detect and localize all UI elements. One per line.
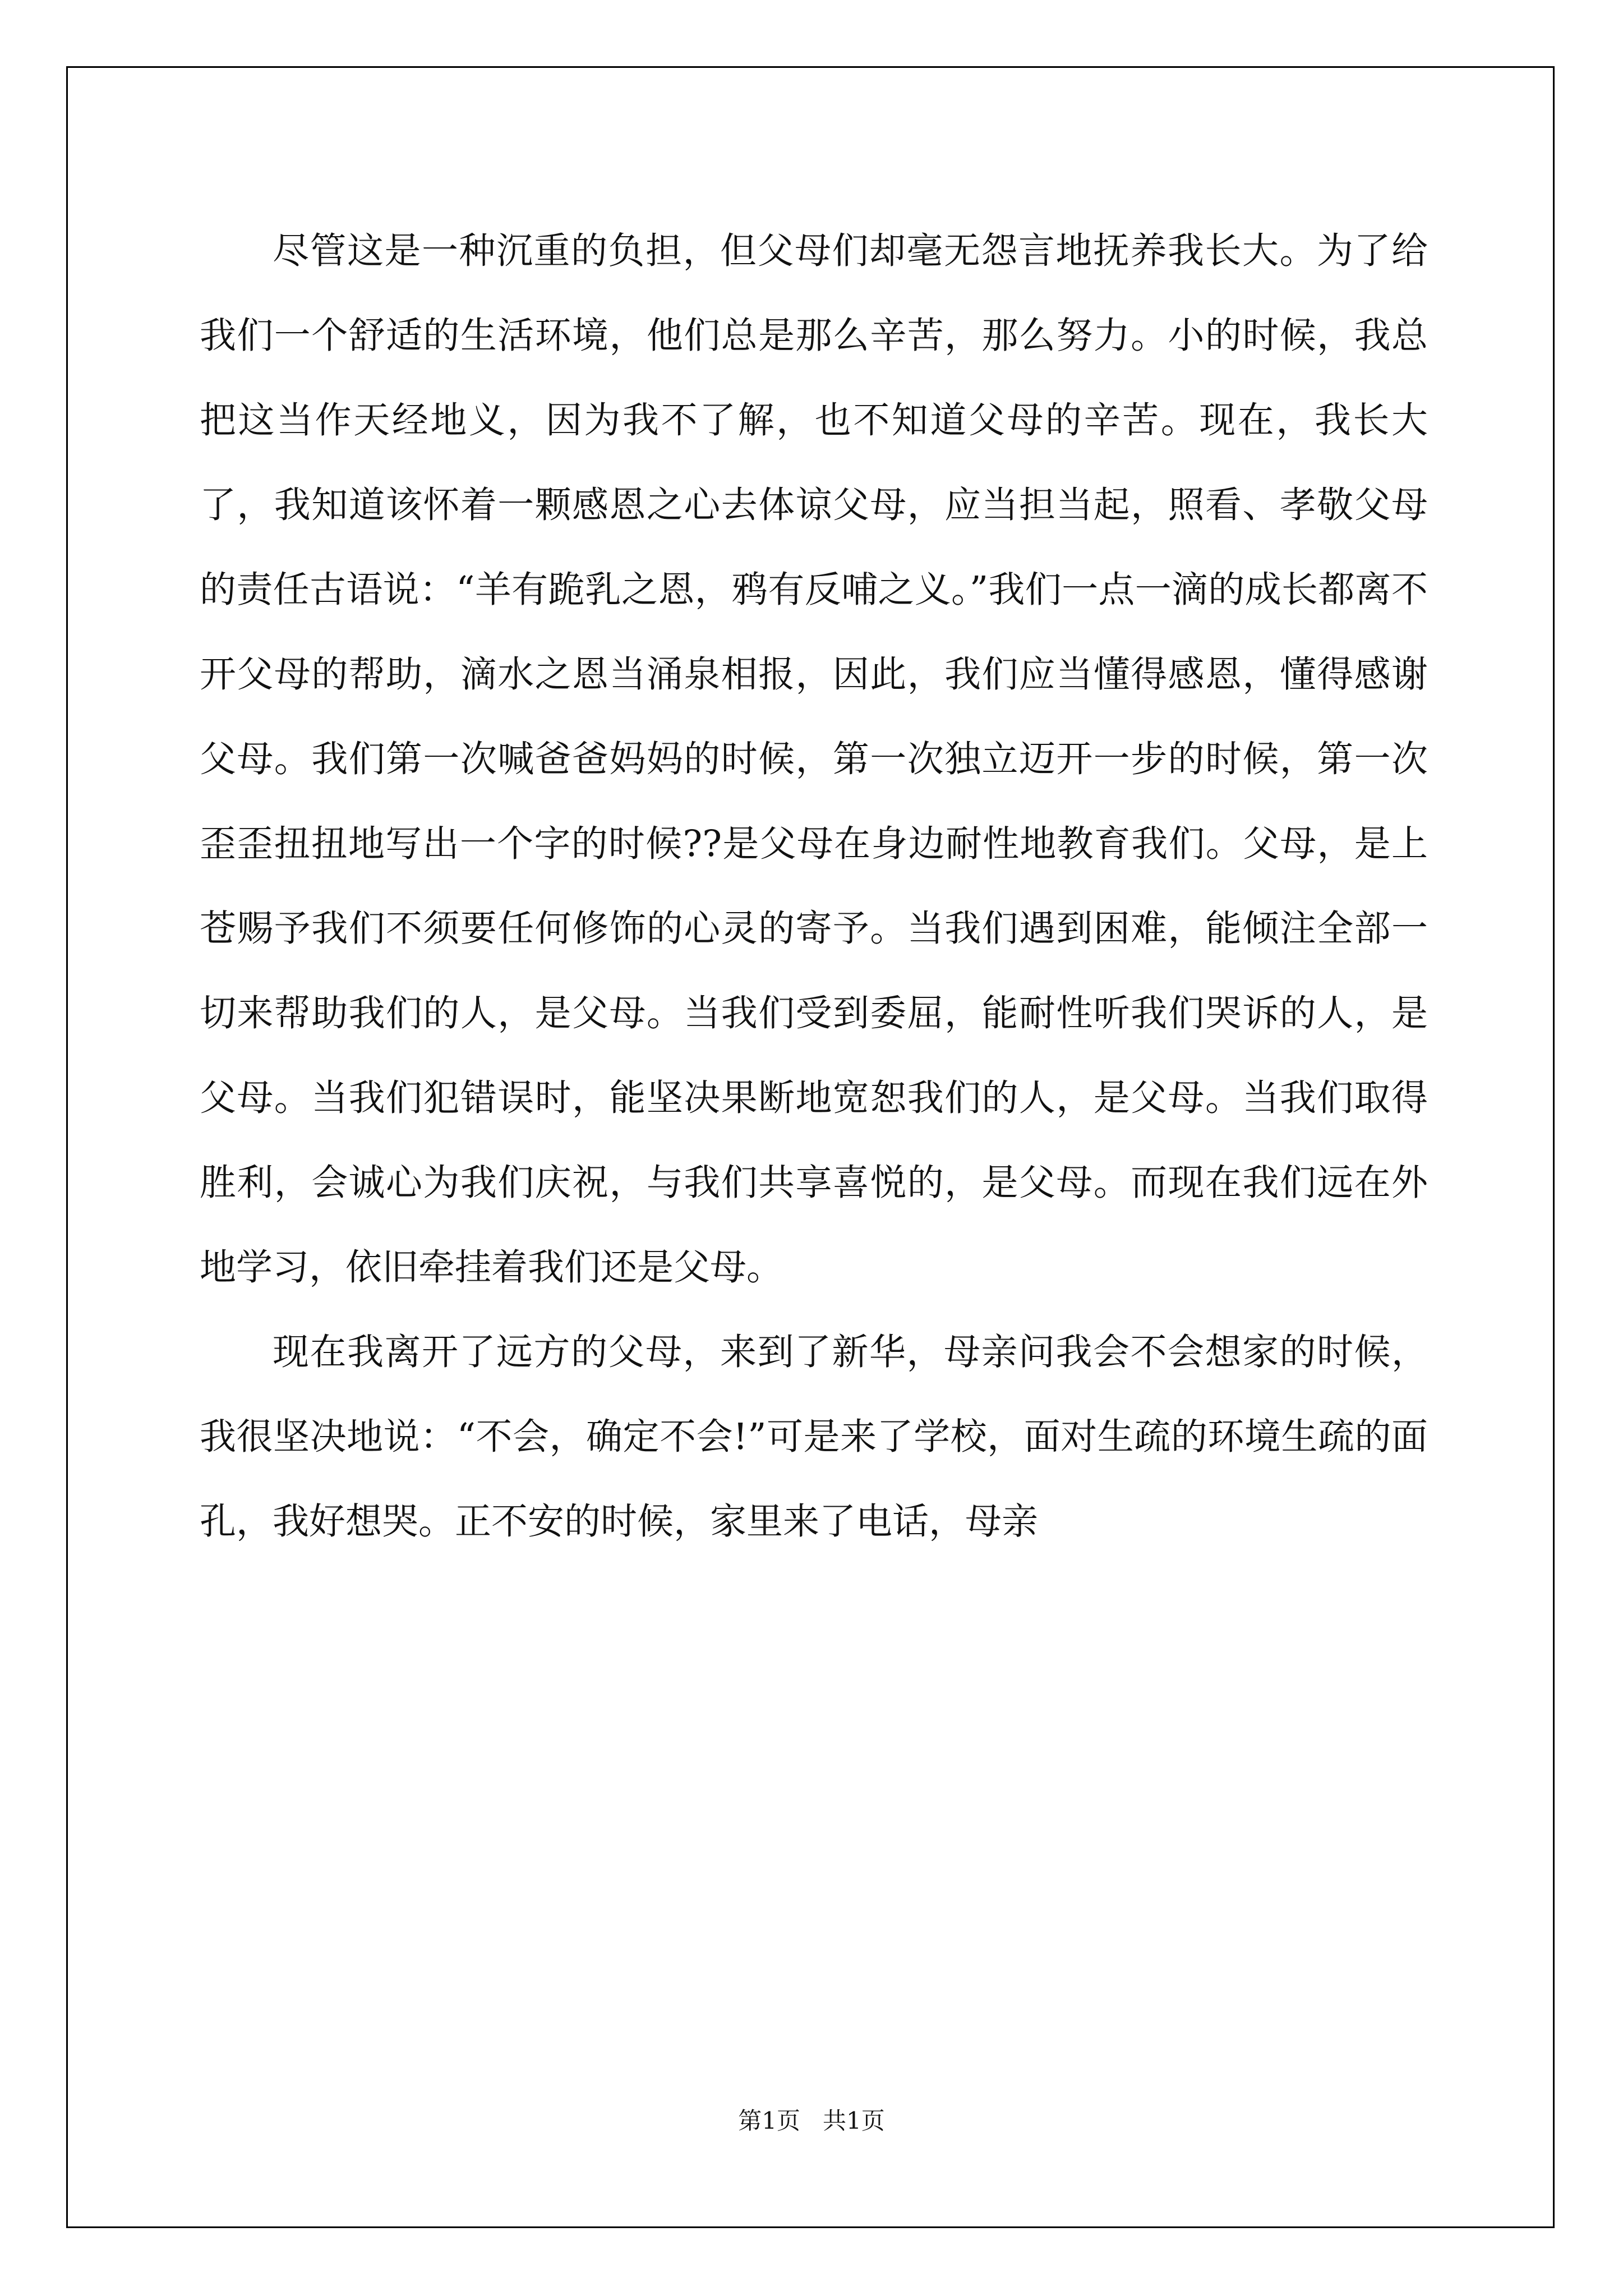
paragraph-1: 尽管这是一种沉重的负担，但父母们却毫无怨言地抚养我长大。为了给我们一个舒适的生活环境，他们总是那么辛苦，那么努力。小的时候，我总把这当作天经地义，因为我不了解，也不知道父母的辛苦。现在，我长大了，我知道该怀着一颗感恩之心去体谅父母，应当担当起，照看、孝敬父母的责任古语说：“羊有跪乳之恩，鸦有反哺之义。”我们一点一滴的成长都离不开父母的帮助，滴水之恩当涌泉相报，因此，我们应当懂得感恩，懂得感谢父母。我们第一次喊爸爸妈妈的时候，第一次独立迈开一步的时候，第一次歪歪扭扭地写出一个字的时候??是父母在身边耐性地教育我们。父母，是上苍赐予我们不须要任何修饰的心灵的寄予。当我们遇到困难，能倾注全部一切来帮助我们的人，是父母。当我们受到委屈，能耐性听我们哭诉的人，是父母。当我们犯错误时，能坚决果断地宽恕我们的人，是父母。当我们取得胜利，会诚心为我们庆祝，与我们共享喜悦的，是父母。而现在我们远在外地学习，依旧牵挂着我们还是父母。 <box>200 230 1428 1289</box>
paragraph-2: 现在我离开了远方的父母，来到了新华，母亲问我会不会想家的时候，我很坚决地说：“不会，确定不会!”可是来了学校，面对生疏的环境生疏的面孔，我好想哭。正不安的时候，家里来了电话，母亲 <box>200 1331 1428 1543</box>
document-body <box>200 209 1428 1564</box>
page-footer: 第1页 共1页 <box>738 2107 885 2134</box>
